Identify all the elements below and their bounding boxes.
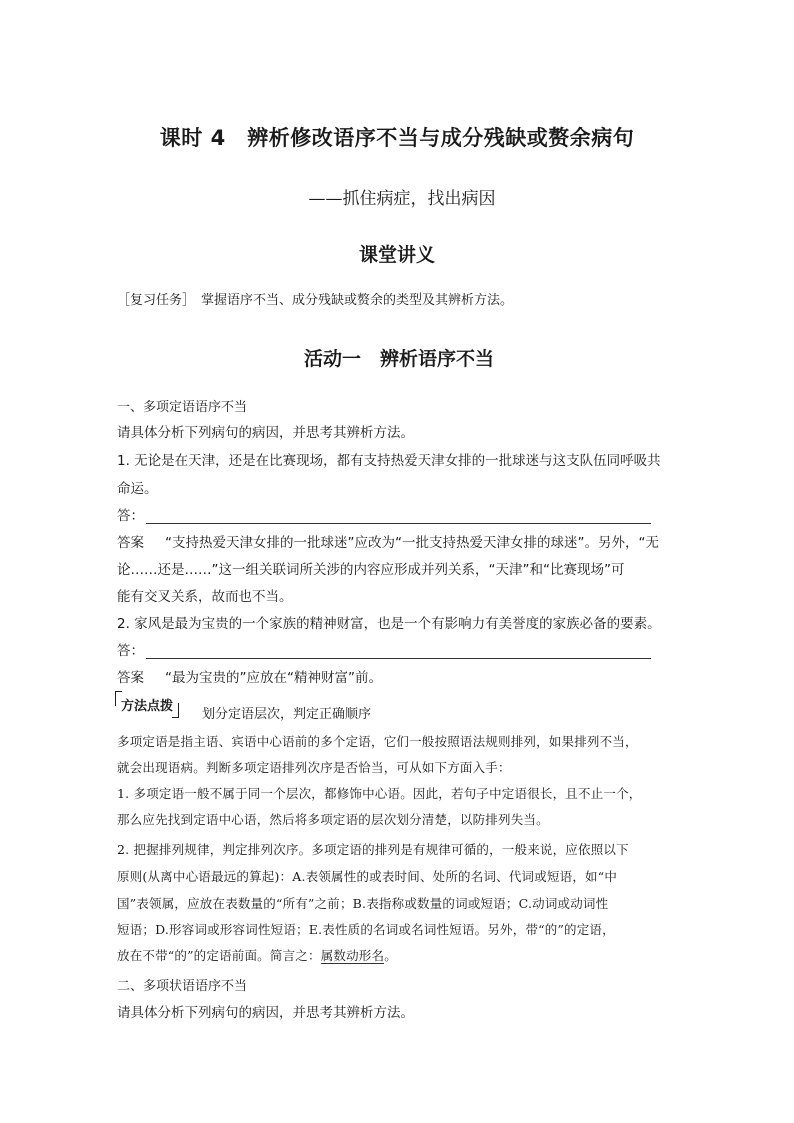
summary-end: 。 bbox=[384, 948, 397, 963]
answer-1-key: 答案 bbox=[117, 535, 144, 551]
review-task-text: 掌握语序不当、成分残缺或赘余的类型及其辨析方法。 bbox=[201, 293, 514, 308]
method-paragraph-3-line-2: 原则(从离中心语最远的算起)：A.表领属性的或表时间、处所的名词、代词或短语，如“中 bbox=[117, 869, 618, 884]
review-task bbox=[117, 289, 513, 308]
method-paragraph-3-line-3: 国”表领属，应放在表数量的“所有”之前；B.表指称或数量的词或短语；C.动词或动词性 bbox=[117, 896, 609, 911]
answer-2-blank[interactable] bbox=[146, 644, 651, 659]
answer-1-field[interactable] bbox=[117, 504, 682, 524]
method-paragraph-1-line-2: 就会出现语病。判断多项定语排列次序是否恰当，可从如下方面入手： bbox=[117, 760, 511, 775]
method-tip-box bbox=[115, 693, 179, 716]
summary-lead: 放在不带“的”的定语前面。简言之： bbox=[117, 948, 321, 963]
question-2-line-1: 2. 家风是最为宝贵的一个家族的精神财富，也是一个有影响力有美誉度的家族必备的要素。 bbox=[117, 616, 661, 632]
part1-instruction: 请具体分析下列病句的病因，并思考其辨析方法。 bbox=[117, 425, 414, 441]
question-1-line-1: 1. 无论是在天津，还是在比赛现场，都有支持热爱天津女排的一批球迷与这支队伍同呼吸共 bbox=[117, 453, 661, 469]
answer-1-label: 答： bbox=[117, 508, 144, 524]
answer-2-line bbox=[117, 666, 682, 686]
answer-1-text-1: “支持热爱天津女排的一批球迷”应改为“一批支持热爱天津女排的球迷”。另外，“无 bbox=[165, 535, 659, 551]
answer-1-line-3: 能有交叉关系，故而也不当。 bbox=[117, 589, 293, 605]
answer-2-key: 答案 bbox=[117, 670, 144, 686]
method-paragraph-2-line-1: 1. 多项定语一般不属于同一个层次，都修饰中心语。因此，若句子中定语很长，且不止一个， bbox=[117, 786, 642, 801]
answer-1-blank[interactable] bbox=[146, 509, 651, 524]
method-paragraph-3-line-5 bbox=[117, 946, 682, 964]
question-1-line-2: 命运。 bbox=[117, 481, 158, 497]
activity-heading: 活动一 辨析语序不当 bbox=[303, 348, 494, 370]
method-paragraph-2-line-2: 那么应先找到定语中心语，然后将多项定语的层次划分清楚，以防排列失当。 bbox=[117, 812, 549, 827]
method-tip-label: 方法点拨 bbox=[121, 699, 174, 714]
page-subtitle: ——抓住病症，找出病因 bbox=[308, 189, 496, 209]
part1-heading: 一、多项定语语序不当 bbox=[117, 400, 248, 415]
page-title: 课时 4 辨析修改语序不当与成分残缺或赘余病句 bbox=[159, 126, 635, 150]
summary-mnemonic: 属数动形名 bbox=[320, 948, 385, 963]
review-task-tag: ［复习任务］ bbox=[117, 293, 196, 308]
method-paragraph-3-line-4: 短语；D.形容词或形容词性短语；E.表性质的名词或名词性短语。另外，带“的”的定语， bbox=[117, 922, 615, 937]
part2-instruction: 请具体分析下列病句的病因，并思考其辨析方法。 bbox=[117, 1005, 414, 1021]
method-paragraph-1-line-1: 多项定语是指主语、宾语中心语前的多个定语，它们一般按照语法规则排列，如果排列不当， bbox=[117, 734, 638, 749]
part2-heading: 二、多项状语语序不当 bbox=[117, 979, 248, 994]
bracket-left-icon bbox=[115, 691, 122, 706]
answer-1-line-1 bbox=[117, 531, 682, 551]
method-tip-title: 划分定语层次，判定正确顺序 bbox=[202, 707, 372, 722]
answer-2-text: “最为宝贵的”应放在“精神财富”前。 bbox=[165, 670, 382, 686]
method-paragraph-3-line-1: 2. 把握排列规律，判定排列次序。多项定语的排列是有规律可循的，一般来说，应依照以下 bbox=[117, 842, 629, 857]
answer-2-field[interactable] bbox=[117, 639, 682, 659]
answer-2-label: 答： bbox=[117, 643, 144, 659]
section-heading: 课堂讲义 bbox=[358, 244, 435, 266]
answer-1-line-2: 论……还是……”这一组关联词所关涉的内容应形成并列关系，“天津”和“比赛现场”可 bbox=[117, 562, 625, 578]
bracket-right-icon bbox=[172, 703, 179, 718]
